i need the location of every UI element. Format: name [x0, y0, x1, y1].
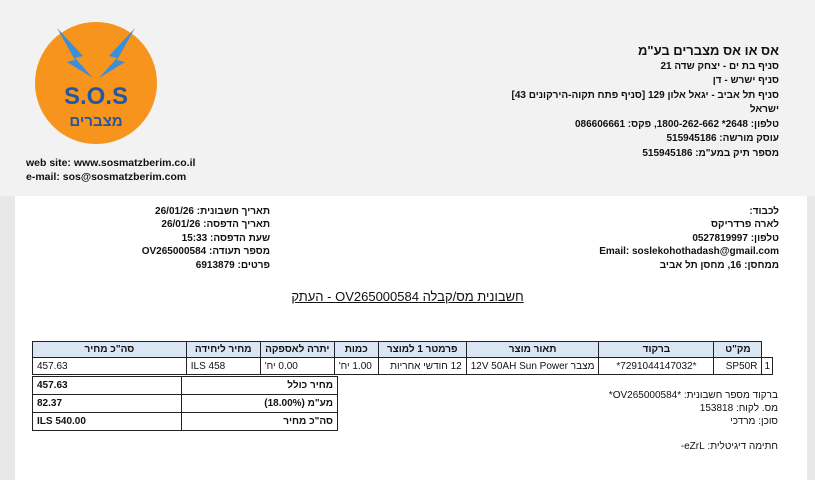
company-line: ישראל: [749, 104, 779, 115]
meta-doc-number: מספר תעודה: OV265000584: [141, 246, 270, 258]
totals-row-subtotal: [33, 377, 338, 395]
vat-value: 82.37: [33, 395, 182, 413]
company-line: סניף בת ים - יצחק שדה 21: [660, 60, 779, 72]
document-header: [0, 0, 815, 196]
footer-info: [518, 389, 778, 428]
cell-barcode: *7291044147032*: [599, 358, 714, 375]
sos-logo: [35, 22, 157, 144]
table-header-row: [33, 342, 773, 358]
web-contact: [26, 156, 195, 184]
invoice-barcode-line: ברקוד מספר חשבונית: *OV265000584*: [608, 390, 778, 401]
logo-sub-text: מצברים: [69, 113, 123, 130]
website-link[interactable]: web site: www.sosmatzberim.co.il: [26, 157, 196, 169]
customer-name: לארה פרדריקס: [711, 219, 779, 231]
company-details: [399, 44, 779, 161]
company-name: אס או אס מצברים בע"מ: [637, 43, 779, 58]
company-line: עוסק מורשה: 515945186: [666, 133, 779, 144]
cell-total: 457.63: [33, 358, 187, 375]
col-header-unit-price: מחיר ליחידה: [186, 342, 260, 358]
email-link[interactable]: e-mail: sos@sosmatzberim.com: [26, 171, 187, 183]
cell-index: 1: [762, 358, 773, 375]
cell-unit-price: ILS 458: [186, 358, 260, 375]
digital-signature: חתימה דיגיטלית: eZrL-: [680, 441, 778, 452]
meta-invoice-date: תאריך חשבונית: 26/01/26: [155, 206, 270, 217]
cell-qty: 1.00 יח': [334, 358, 378, 375]
totals-table: [32, 376, 338, 431]
grand-total-value: ILS 540.00: [33, 413, 182, 431]
logo-main-text: S.O.S: [63, 83, 129, 110]
subtotal-label: מחיר כולל: [182, 377, 338, 395]
col-header-param: פרמטר 1 למוצר: [378, 342, 466, 358]
totals-row-total: [33, 413, 338, 431]
vat-label: מע"מ (18.00%): [182, 395, 338, 413]
col-header-sku: מק"ט: [714, 342, 762, 358]
document-title: חשבונית מס/קבלה OV265000584 - העתק: [291, 289, 524, 304]
meta-print-date: תאריך הדפסה: 26/01/26: [161, 219, 270, 231]
col-header-description: תאור מוצר: [466, 342, 599, 358]
items-table: [32, 341, 773, 375]
col-header-qty: כמות: [334, 342, 378, 358]
col-header-total: סה"כ מחיר: [33, 342, 187, 358]
customer-warehouse: ממחסן: 16, מחסן תל אביב: [659, 259, 779, 271]
company-line: טלפון: 2648* 1800-262-662, פקס: 086606661: [574, 118, 779, 130]
table-row: [33, 358, 773, 375]
totals-row-vat: [33, 395, 338, 413]
agent-line: סוכן: מרדכי: [730, 416, 778, 427]
company-line: מספר תיק במע"מ: 515945186: [642, 147, 779, 159]
col-header-barcode: ברקוד: [599, 342, 714, 358]
grand-total-label: סה"כ מחיר: [182, 413, 338, 431]
customer-line: לכבוד:: [749, 206, 779, 217]
invoice-meta: [100, 205, 270, 272]
cell-remaining: 0.00 יח': [260, 358, 334, 375]
subtotal-value: 457.63: [33, 377, 182, 395]
col-header-index: [762, 342, 773, 358]
cell-sku: SP50R: [714, 358, 762, 375]
col-header-remaining: יתרה לאספקה: [260, 342, 334, 358]
customer-details: [479, 205, 779, 272]
customer-number-line: מס. לקוח: 153818: [699, 403, 778, 414]
customer-email: Email: soslekohothadash@gmail.com: [599, 246, 779, 258]
company-line: סניף ישרש - דן: [712, 75, 779, 86]
customer-phone: טלפון: 0527819997: [692, 232, 779, 244]
meta-print-time: שעת הדפסה: 15:33: [181, 232, 270, 244]
meta-details: פרטים: 6913879: [195, 259, 270, 271]
cell-description: מצבר 12V 50AH Sun Power: [466, 358, 599, 375]
cell-param: 12 חודשי אחריות: [378, 358, 466, 375]
company-line: סניף תל אביב - יגאל אלון 129 [סניף פתח תקוה-הירקונים 43]: [511, 89, 779, 101]
